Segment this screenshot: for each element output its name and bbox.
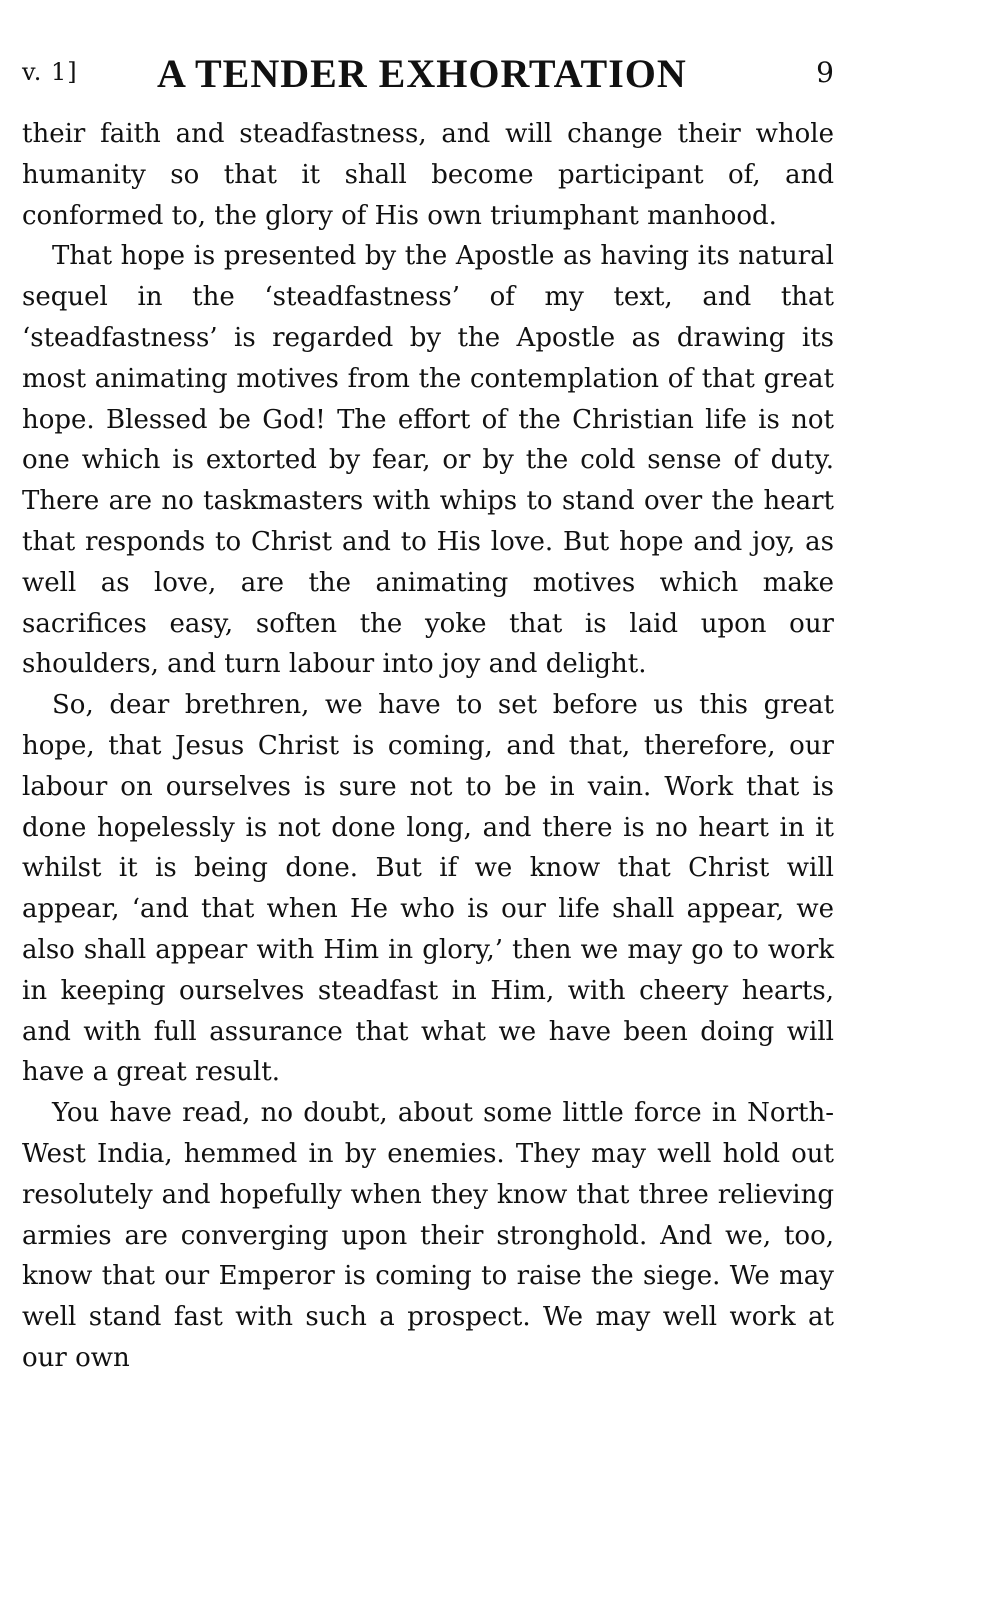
paragraph: So, dear brethren, we have to set before us this great hope, that Jesus Christ is coming, and that, therefore, our labour on ourselves is sure not to be in vain. Work that is done hopelessly is not done long, and there is no heart in it whilst it is being done. But if we know that Christ will appear, ‘and that when He who is our life shall appear, we also shall appear with Him in glory,’ then we may go to work in keeping ourselves steadfast in Him, with cheery hearts, and with full assurance that what we have been doing will have a great result. [22, 690, 834, 1088]
running-head [22, 50, 834, 94]
paragraph: You have read, no doubt, about some little force in North-West India, hemmed in by enemies. They may well hold out resolutely and hopefully when they know that three relieving armies are converging upon their stronghold. And we, too, know that our Emperor is coming to raise the siege. We may well stand fast with such a prospect. We may well work at our own [22, 1098, 834, 1373]
body-text [22, 114, 834, 1379]
book-page [22, 50, 834, 1379]
chapter-reference: v. 1] [22, 58, 78, 86]
page-title: A TENDER EXHORTATION [157, 51, 687, 96]
page-number: 9 [816, 56, 834, 89]
paragraph: That hope is presented by the Apostle as having its natural sequel in the ‘steadfastness’ of my text, and that ‘steadfastness’ is regarded by the Apostle as drawing its most animating motives from the contemplation of that great hope. Blessed be God! The effort of the Christian life is not one which is extorted by fear, or by the cold sense of duty. There are no taskmasters with whips to stand over the heart that responds to Christ and to His love. But hope and joy, as well as love, are the animating motives which make sacrifices easy, soften the yoke that is laid upon our shoulders, and turn labour into joy and delight. [22, 241, 834, 680]
paragraph-continued: their faith and steadfastness, and will change their whole humanity so that it shall become participant of, and conformed to, the glory of His own triumphant manhood. [22, 119, 834, 231]
